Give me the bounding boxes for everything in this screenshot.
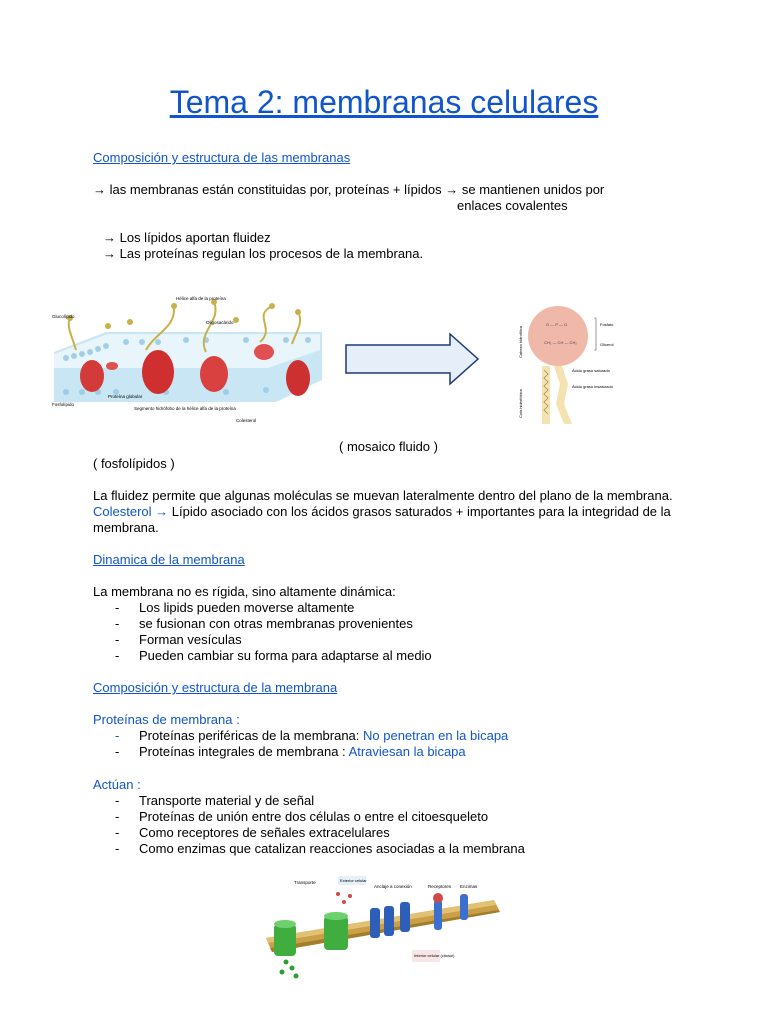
fig1-label-c: Oligosacárido <box>206 320 234 325</box>
svg-text:CH₂ — CH — CH₂: CH₂ — CH — CH₂ <box>544 340 577 345</box>
section-heading-dinamica[interactable]: Dinamica de la membrana <box>93 552 245 567</box>
membrane-proteins-heading: Proteínas de membrana : <box>93 712 240 727</box>
fig2-label-a: Transporte <box>294 880 316 885</box>
fig1-label-e: Proteína globular <box>108 394 143 399</box>
page-title: Tema 2: membranas celulares <box>169 84 599 120</box>
cholesterol-paragraph <box>93 504 671 520</box>
list-item: - Los lipids pueden moverse altamente <box>115 600 355 615</box>
cholesterol-keyword: Colesterol → <box>93 504 169 519</box>
protein-types-list <box>0 728 768 760</box>
fig2-label-c: Anclaje a conexión <box>374 884 412 889</box>
list-item: - Transporte material y de señal <box>115 793 315 808</box>
fluid-mosaic-illustration <box>46 292 328 432</box>
actuan-heading: Actúan : <box>93 777 141 792</box>
fig2-label-e: Enzimas <box>460 884 478 889</box>
fluid-mosaic-figure <box>46 292 328 432</box>
membrane-proteins-figure <box>262 872 506 984</box>
phospho-label-c: Fosfato <box>600 322 614 327</box>
list-item: - se fusionan con otras membranas provenientes <box>115 616 413 631</box>
list-item: - Proteínas integrales de membrana : Atraviesan la bicapa <box>115 744 466 759</box>
dynamics-intro: La membrana no es rígida, sino altamente dinámica: <box>93 584 396 599</box>
phospho-label-d: Glicerol <box>600 342 614 347</box>
fig1-label-d: Fosfolípido <box>52 402 75 407</box>
cholesterol-text: Lípido asociado con los ácidos grasos saturados + importantes para la integridad de la <box>168 504 671 519</box>
cholesterol-paragraph-cont: membrana. <box>93 520 159 535</box>
functions-list <box>0 793 768 857</box>
list-item: - Proteínas periféricas de la membrana: No penetran en la bicapa <box>115 728 509 743</box>
membrane-constitution-text-cont: enlaces covalentes <box>457 198 568 213</box>
fluidity-paragraph: La fluidez permite que algunas moléculas se muevan lateralmente dentro del plano de la membrana. <box>93 488 673 503</box>
fig2-label-b: Exterior celular <box>340 878 367 883</box>
section-heading-composicion-membrana[interactable]: Composición y estructura de la membrana <box>93 680 338 695</box>
list-item: - Pueden cambiar su forma para adaptarse al medio <box>115 648 432 663</box>
list-item: - Proteínas de unión entre dos células o entre el citoesqueleto <box>115 809 489 824</box>
membrane-proteins-illustration <box>262 872 506 984</box>
section-heading-composicion[interactable]: Composición y estructura de las membranas <box>93 150 351 165</box>
phospho-label-e: Ácido graso saturado <box>572 368 610 373</box>
list-item: - Como enzimas que catalizan reacciones asociadas a la membrana <box>115 841 525 856</box>
fig1-label-a: Hélice alfa de la proteína <box>176 296 226 301</box>
right-arrow-icon <box>344 332 480 386</box>
fig1-label-g: Colesterol <box>236 418 257 423</box>
caption-fosfolipidos: ( fosfolípidos ) <box>93 456 175 471</box>
phospho-label-f: Ácido graso insaturado <box>572 384 613 389</box>
phospho-label-b: Cola hidrofóbica <box>518 389 523 418</box>
fig1-label-f: Segmento hidrófobo de la hélice alfa de la proteína <box>134 406 236 411</box>
caption-mosaico: ( mosaico fluido ) <box>339 439 438 454</box>
dynamics-list <box>0 600 768 664</box>
svg-text:O — P — O: O — P — O <box>546 322 568 327</box>
list-item: - Como receptores de señales extracelulares <box>115 825 390 840</box>
lipid-point: → Los lípidos aportan fluidez <box>103 230 271 245</box>
phospho-label-a: Cabeza hidrofílica <box>518 325 523 358</box>
phospholipid-illustration <box>516 304 622 428</box>
fig2-label-d: Receptores <box>428 884 452 889</box>
membrane-constitution-text: → las membranas están constituidas por, proteínas + lípidos → se mantienen unidos por <box>93 182 605 197</box>
protein-point: → Las proteínas regulan los procesos de la membrana. <box>103 246 424 261</box>
phospholipid-figure <box>516 304 622 428</box>
fig2-label-f: Interior celular (citosol) <box>414 953 455 958</box>
list-item: - Forman vesículas <box>115 632 242 647</box>
fig1-label-b: Glucolípido <box>52 314 75 319</box>
